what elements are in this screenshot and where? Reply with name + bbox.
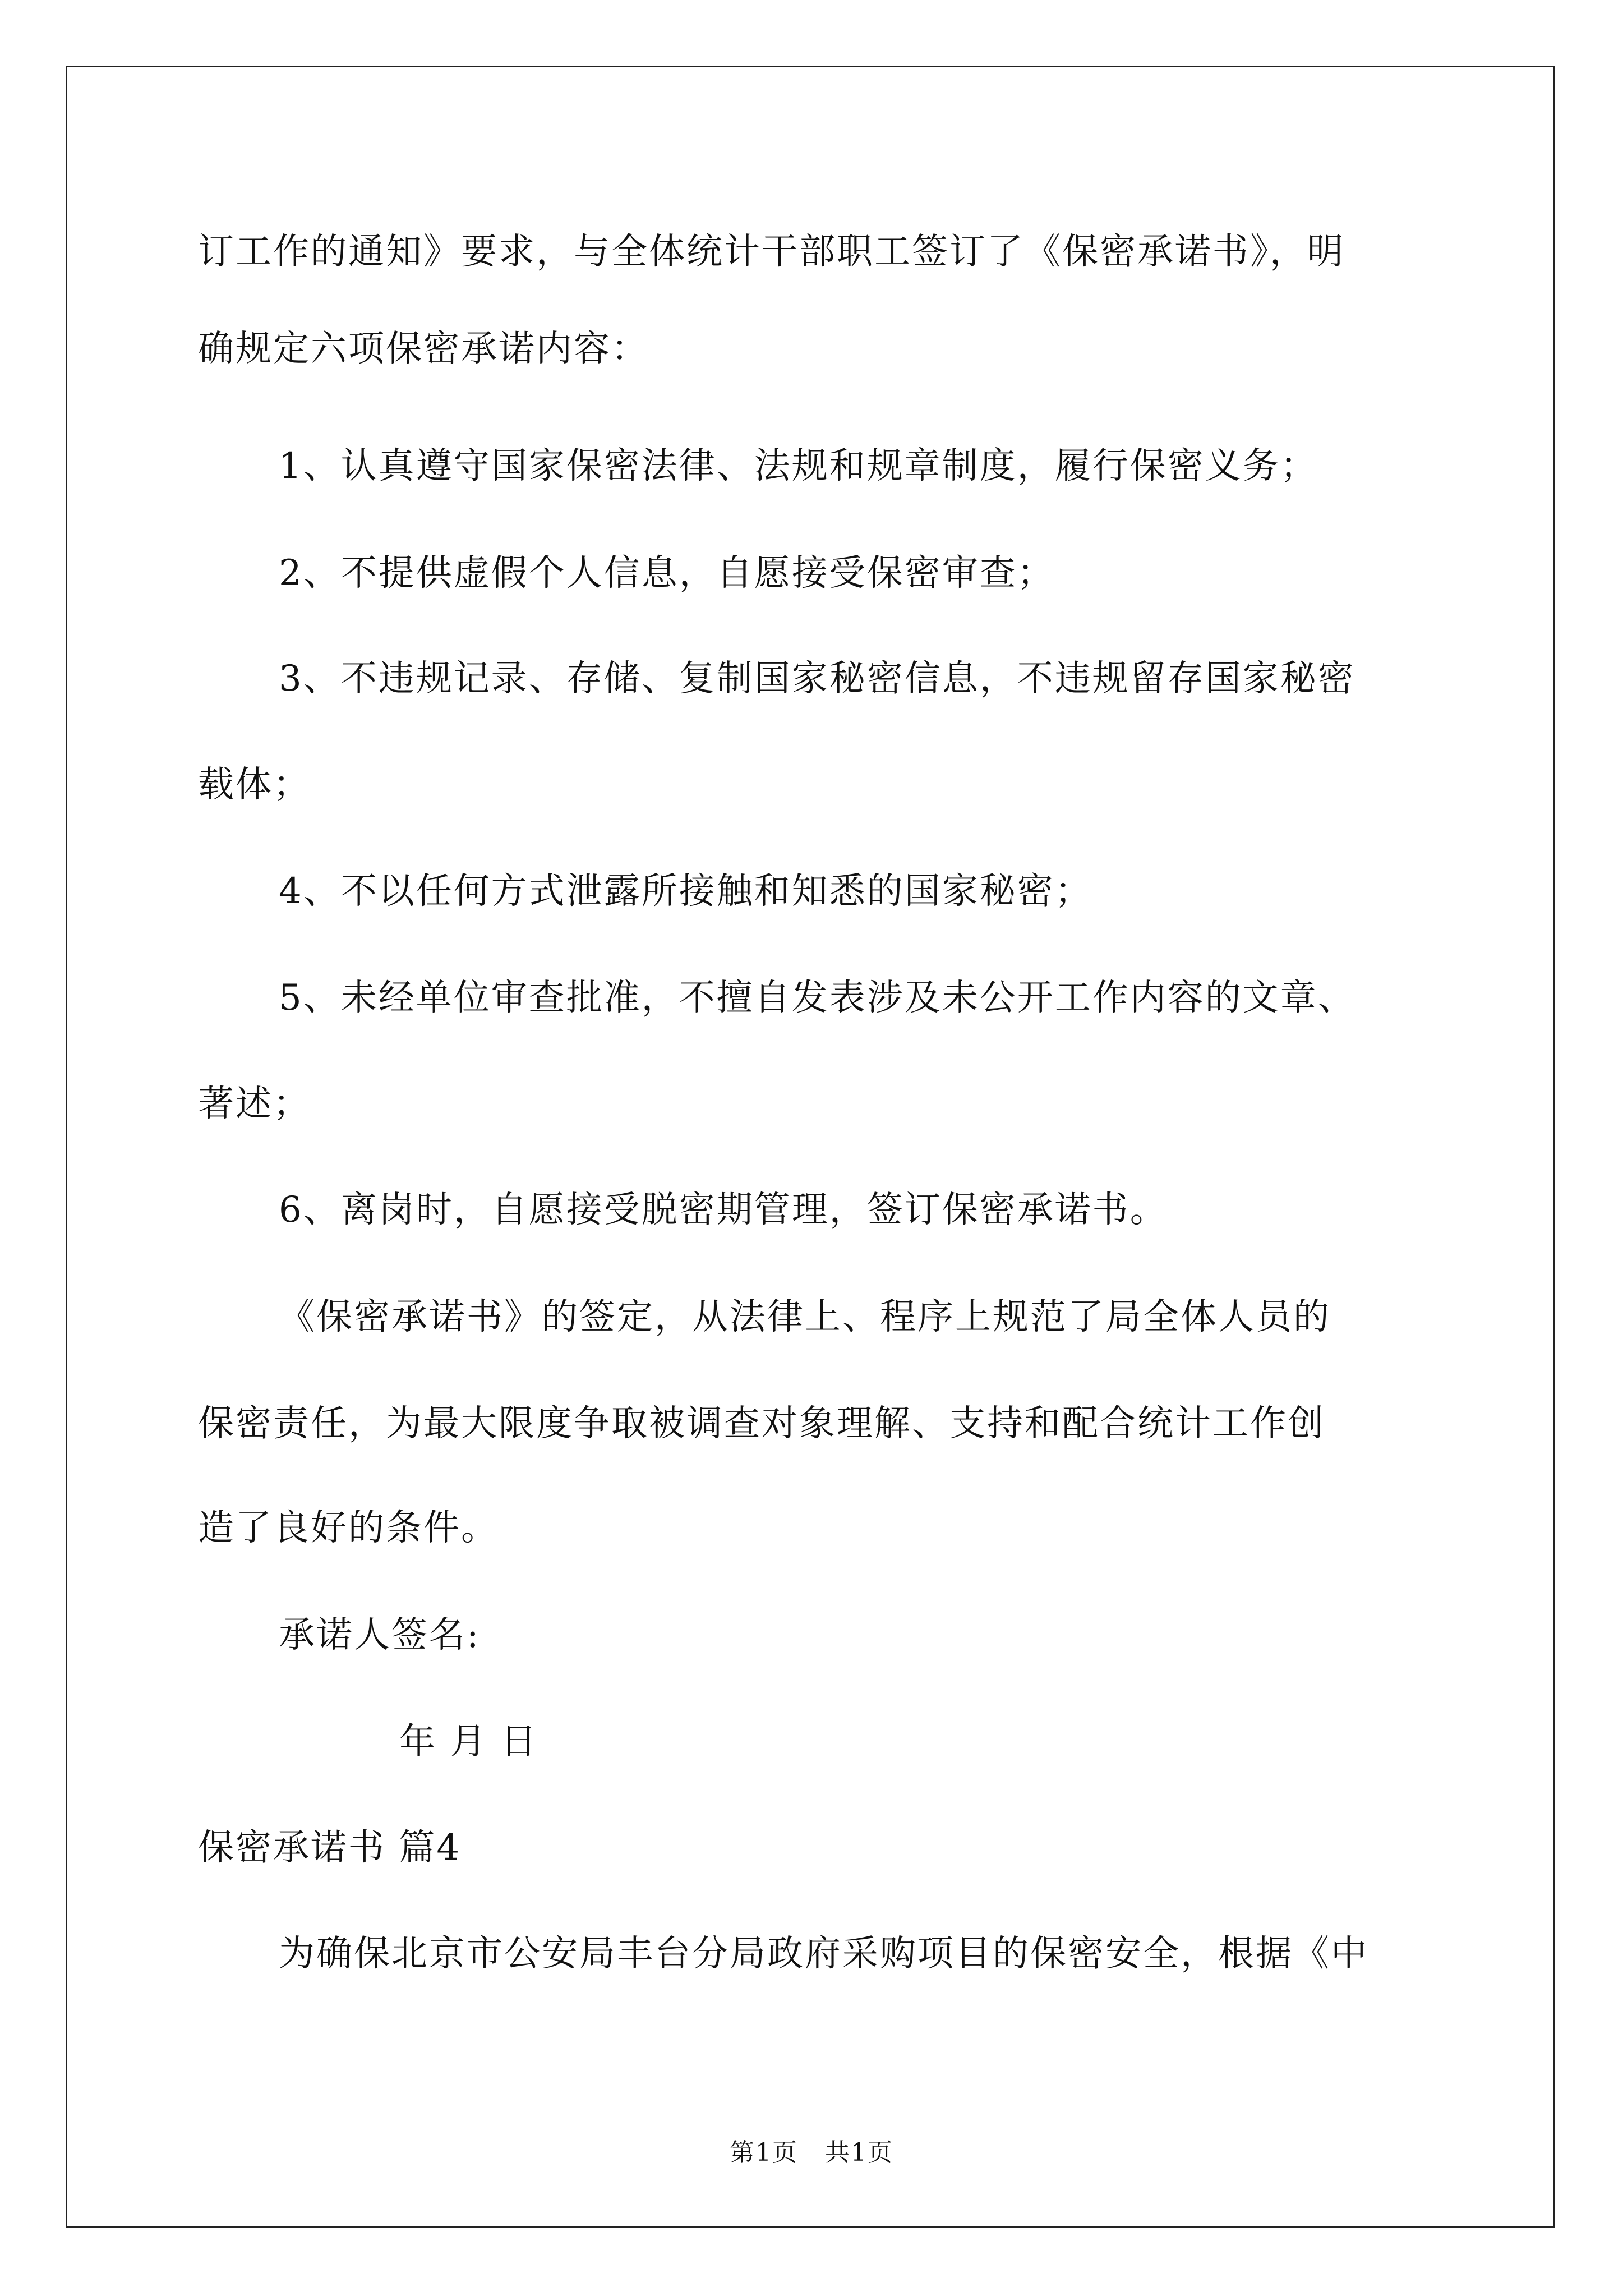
list-item: 1、认真遵守国家保密法律、法规和规章制度，履行保密义务； — [279, 445, 1318, 487]
body-text-line: 《保密承诺书》的签定，从法律上、程序上规范了局全体人员的 — [279, 1296, 1331, 1338]
date-line: 年 月 日 — [399, 1721, 538, 1763]
list-item-continuation: 著述； — [198, 1083, 311, 1125]
list-item: 6、离岗时，自愿接受脱密期管理，签订保密承诺书。 — [279, 1189, 1168, 1231]
page-border — [66, 66, 1555, 2228]
list-item: 3、不违规记录、存储、复制国家秘密信息，不违规留存国家秘密 — [279, 658, 1355, 700]
list-item-continuation: 载体； — [198, 764, 311, 806]
body-text-line: 保密责任，为最大限度争取被调查对象理解、支持和配合统计工作创 — [198, 1403, 1325, 1444]
body-text-line: 为确保北京市公安局丰台分局政府采购项目的保密安全，根据《中 — [279, 1933, 1368, 1975]
body-text-line: 订工作的通知》要求，与全体统计干部职工签订了《保密承诺书》，明 — [198, 231, 1345, 273]
section-heading: 保密承诺书 篇4 — [198, 1827, 462, 1869]
list-item: 4、不以任何方式泄露所接触和知悉的国家秘密； — [279, 871, 1092, 912]
signature-label: 承诺人签名: — [279, 1614, 481, 1656]
body-text-line: 造了良好的条件。 — [198, 1507, 499, 1549]
list-item: 5、未经单位审查批准，不擅自发表涉及未公开工作内容的文章、 — [279, 977, 1355, 1019]
list-item: 2、不提供虚假个人信息，自愿接受保密审查； — [279, 553, 1055, 594]
body-text-line: 确规定六项保密承诺内容： — [198, 328, 649, 370]
page-footer: 第1页 共1页 — [730, 2138, 893, 2167]
